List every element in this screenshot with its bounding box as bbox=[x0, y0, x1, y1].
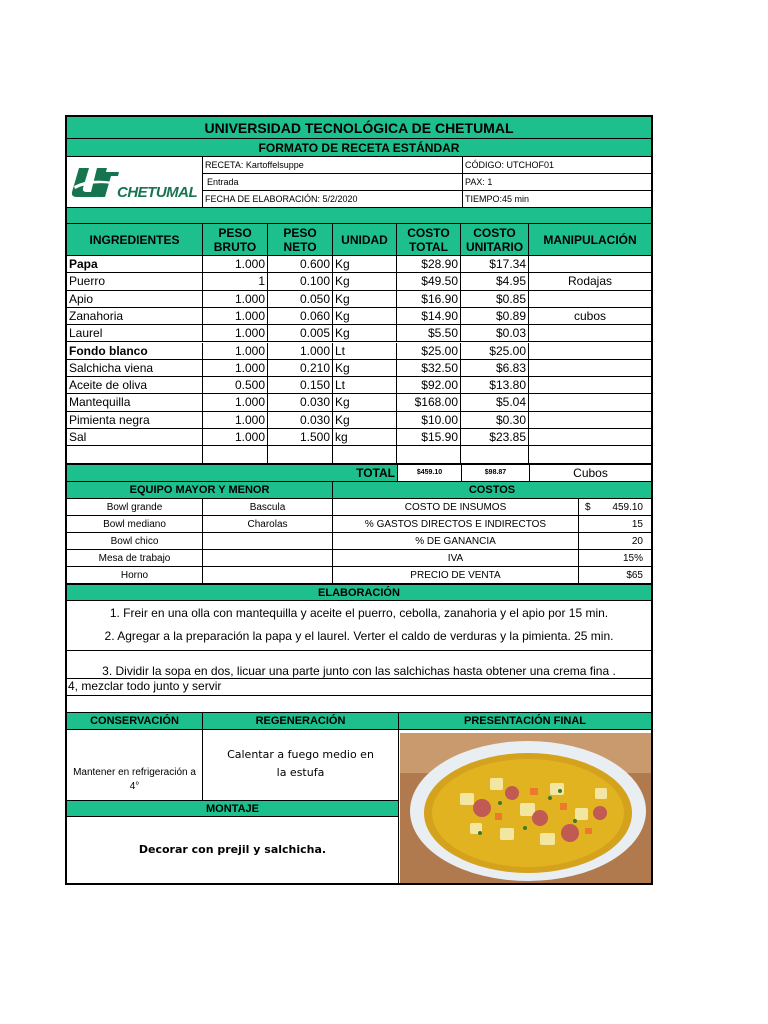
cell-manip bbox=[529, 325, 651, 342]
cell-unitario: $17.34 bbox=[461, 256, 529, 273]
costo-value: $65 bbox=[579, 567, 651, 584]
cell-bruto: 1.000 bbox=[203, 291, 268, 308]
cell-neto: 0.030 bbox=[268, 394, 333, 411]
pax: PAX: 1 bbox=[463, 174, 651, 191]
cell-manip bbox=[529, 291, 651, 308]
cell-neto: 0.005 bbox=[268, 325, 333, 342]
equipo-item: Bowl grande bbox=[67, 499, 203, 516]
montaje-title: MONTAJE bbox=[67, 800, 399, 817]
cell-unitario: $0.30 bbox=[461, 412, 529, 429]
cell-ing: Sal bbox=[67, 429, 203, 446]
header-peso-bruto: PESO BRUTO bbox=[203, 224, 268, 256]
presentation-photo bbox=[400, 733, 651, 883]
step-4: 4, mezclar todo junto y servir bbox=[67, 679, 651, 696]
cell-unitario: $4.95 bbox=[461, 273, 529, 290]
fecha-elaboracion: FECHA DE ELABORACIÓN: 5/2/2020 bbox=[203, 191, 463, 207]
equipo-item bbox=[203, 550, 333, 567]
header-peso-neto: PESO NETO bbox=[268, 224, 333, 256]
ut-chetumal-logo bbox=[67, 157, 203, 207]
receta-tipo: Entrada bbox=[203, 174, 463, 191]
regeneracion-title: REGENERACIÓN bbox=[203, 713, 399, 730]
cell-total: $28.90 bbox=[397, 256, 461, 273]
cell-neto: 1.500 bbox=[268, 429, 333, 446]
cell-neto: 0.060 bbox=[268, 308, 333, 325]
equipo-item bbox=[203, 567, 333, 584]
cell-ing: Pimienta negra bbox=[67, 412, 203, 429]
elaboracion-title: ELABORACIÓN bbox=[67, 584, 651, 601]
cell-manip bbox=[529, 256, 651, 273]
equipo-item: Bowl chico bbox=[67, 533, 203, 550]
equipo-item: Bowl mediano bbox=[67, 516, 203, 533]
cell-unidad: Kg bbox=[333, 325, 397, 342]
cell-total: $49.50 bbox=[397, 273, 461, 290]
costo-currency bbox=[579, 550, 599, 567]
cell-neto: 0.210 bbox=[268, 360, 333, 377]
cell-manip bbox=[529, 377, 651, 394]
blank-row bbox=[67, 696, 651, 713]
total-manipulacion: Cubos bbox=[529, 465, 651, 481]
cell-unidad: Kg bbox=[333, 256, 397, 273]
cell-bruto: 1 bbox=[203, 273, 268, 290]
equipo-item: Bascula bbox=[203, 499, 333, 516]
cell-neto: 0.030 bbox=[268, 412, 333, 429]
cell-manip: Rodajas bbox=[529, 273, 651, 290]
costo-currency bbox=[579, 533, 599, 550]
cell-unidad: Kg bbox=[333, 394, 397, 411]
cell-total: $32.50 bbox=[397, 360, 461, 377]
costo-currency: $ bbox=[585, 502, 591, 513]
green-spacer bbox=[67, 207, 651, 224]
cell-ing: Fondo blanco bbox=[67, 343, 203, 360]
cell-manip bbox=[529, 343, 651, 360]
tiempo: TIEMPO:45 min bbox=[465, 194, 530, 204]
cell-unitario: $5.04 bbox=[461, 394, 529, 411]
cell-unitario: $23.85 bbox=[461, 429, 529, 446]
cell-manip bbox=[529, 412, 651, 429]
step-2: 2. Agregar a la preparación la papa y el laurel. Verter el caldo de verduras y la pimienta. 25 min. bbox=[67, 625, 651, 651]
cell-manip bbox=[529, 429, 651, 446]
step-3: 3. Dividir la sopa en dos, licuar una parte junto con las salchichas hasta obtener una crema fina . bbox=[67, 651, 651, 679]
header-costo-unitario: COSTO UNITARIO bbox=[461, 224, 529, 256]
header-costo-total: COSTO TOTAL bbox=[397, 224, 461, 256]
cell-neto bbox=[268, 446, 333, 463]
conservacion-title: CONSERVACIÓN bbox=[67, 713, 203, 730]
cell-manip bbox=[529, 446, 651, 463]
equipo-item: Horno bbox=[67, 567, 203, 584]
receta-name: RECETA: Kartoffelsuppe bbox=[203, 157, 463, 174]
costo-label: % DE GANANCIA bbox=[333, 533, 579, 550]
cell-total: $15.90 bbox=[397, 429, 461, 446]
costo-currency bbox=[579, 516, 599, 533]
step-1: 1. Freir en una olla con mantequilla y aceite el puerro, cebolla, zanahoria y el apio por 15 min. bbox=[109, 606, 609, 620]
cell-bruto: 1.000 bbox=[203, 343, 268, 360]
equipo-item: Mesa de trabajo bbox=[67, 550, 203, 567]
cell-bruto: 1.000 bbox=[203, 412, 268, 429]
cell-unidad bbox=[333, 446, 397, 463]
cell-unidad: Kg bbox=[333, 291, 397, 308]
cell-unidad: Kg bbox=[333, 360, 397, 377]
cell-bruto: 1.000 bbox=[203, 325, 268, 342]
cell-bruto: 0.500 bbox=[203, 377, 268, 394]
cell-unitario bbox=[461, 446, 529, 463]
cell-bruto: 1.000 bbox=[203, 360, 268, 377]
cell-ing: Puerro bbox=[67, 273, 203, 290]
cell-total: $10.00 bbox=[397, 412, 461, 429]
conservacion-text: Mantener en refrigeración a 4° bbox=[67, 730, 203, 800]
cell-total: $168.00 bbox=[397, 394, 461, 411]
cell-neto: 0.150 bbox=[268, 377, 333, 394]
cell-manip bbox=[529, 360, 651, 377]
recipe-sheet bbox=[65, 115, 653, 885]
ut-logo-icon bbox=[69, 166, 119, 198]
cell-ing: Aceite de oliva bbox=[67, 377, 203, 394]
costo-value: 15 bbox=[579, 516, 651, 533]
cell-unidad: Kg bbox=[333, 412, 397, 429]
cell-ing: Papa bbox=[67, 256, 203, 273]
cell-unitario: $0.03 bbox=[461, 325, 529, 342]
cell-total: $92.00 bbox=[397, 377, 461, 394]
cell-ing: Apio bbox=[67, 291, 203, 308]
costo-label: PRECIO DE VENTA bbox=[333, 567, 579, 584]
costo-currency bbox=[579, 567, 599, 584]
cell-neto: 0.050 bbox=[268, 291, 333, 308]
costo-value: 459.10 bbox=[579, 499, 651, 516]
cell-unidad: Kg bbox=[333, 273, 397, 290]
cell-unidad: Lt bbox=[333, 377, 397, 394]
cell-ing: Salchicha viena bbox=[67, 360, 203, 377]
soup-bowl-image bbox=[400, 733, 651, 883]
cell-neto: 1.000 bbox=[268, 343, 333, 360]
total-costo: $459.10 bbox=[397, 465, 461, 481]
header-ingredientes: INGREDIENTES bbox=[67, 224, 203, 256]
costo-value: 20 bbox=[579, 533, 651, 550]
costo-label: COSTO DE INSUMOS bbox=[333, 499, 579, 516]
cell-manip: cubos bbox=[529, 308, 651, 325]
format-title: FORMATO DE RECETA ESTÁNDAR bbox=[67, 139, 651, 157]
cell-unitario: $13.80 bbox=[461, 377, 529, 394]
cell-bruto: 1.000 bbox=[203, 256, 268, 273]
cell-total: $5.50 bbox=[397, 325, 461, 342]
cell-manip bbox=[529, 394, 651, 411]
cell-total bbox=[397, 446, 461, 463]
total-row bbox=[67, 464, 651, 482]
university-title: UNIVERSIDAD TECNOLÓGICA DE CHETUMAL bbox=[67, 117, 651, 139]
cell-ing bbox=[67, 446, 203, 463]
header-manipulacion: MANIPULACIÓN bbox=[529, 224, 651, 256]
cell-bruto: 1.000 bbox=[203, 308, 268, 325]
cell-unitario: $0.89 bbox=[461, 308, 529, 325]
logo-text: CHETUMAL bbox=[117, 184, 198, 201]
codigo: CÓDIGO: UTCHOF01 bbox=[463, 157, 651, 174]
cell-total: $14.90 bbox=[397, 308, 461, 325]
costo-value: 15% bbox=[579, 550, 651, 567]
cell-unidad: kg bbox=[333, 429, 397, 446]
equipo-item bbox=[203, 533, 333, 550]
cell-ing: Zanahoria bbox=[67, 308, 203, 325]
cell-bruto: 1.000 bbox=[203, 429, 268, 446]
cell-ing: Mantequilla bbox=[67, 394, 203, 411]
regeneracion-text: Calentar a fuego medio en la estufa bbox=[203, 730, 399, 800]
cell-unidad: Lt bbox=[333, 343, 397, 360]
cell-neto: 0.100 bbox=[268, 273, 333, 290]
presentacion-title: PRESENTACIÓN FINAL bbox=[399, 713, 651, 730]
cell-unidad: Kg bbox=[333, 308, 397, 325]
equipo-title: EQUIPO MAYOR Y MENOR bbox=[67, 482, 333, 499]
cell-unitario: $25.00 bbox=[461, 343, 529, 360]
cell-unitario: $0.85 bbox=[461, 291, 529, 308]
costo-label: % GASTOS DIRECTOS E INDIRECTOS bbox=[333, 516, 579, 533]
cell-total: $16.90 bbox=[397, 291, 461, 308]
cell-ing: Laurel bbox=[67, 325, 203, 342]
equipo-item: Charolas bbox=[203, 516, 333, 533]
costos-title: COSTOS bbox=[333, 482, 651, 499]
montaje-text: Decorar con prejil y salchicha. bbox=[67, 817, 399, 883]
cell-bruto: 1.000 bbox=[203, 394, 268, 411]
cell-unitario: $6.83 bbox=[461, 360, 529, 377]
cell-total: $25.00 bbox=[397, 343, 461, 360]
total-unitario: $98.87 bbox=[461, 465, 529, 481]
total-label: TOTAL bbox=[356, 466, 395, 480]
header-unidad: UNIDAD bbox=[333, 224, 397, 256]
costo-label: IVA bbox=[333, 550, 579, 567]
cell-bruto bbox=[203, 446, 268, 463]
cell-neto: 0.600 bbox=[268, 256, 333, 273]
